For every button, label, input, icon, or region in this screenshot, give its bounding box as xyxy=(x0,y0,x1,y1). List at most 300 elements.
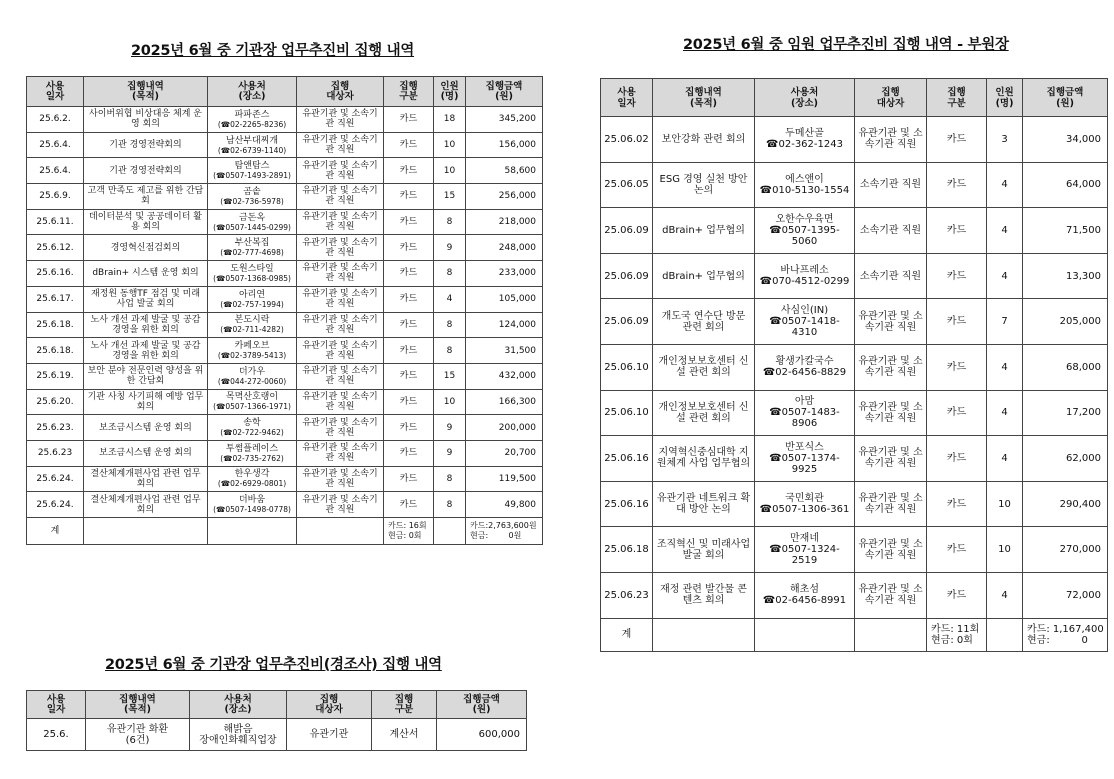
place-name: 남산부대찌개 xyxy=(225,135,279,146)
cell-purpose: 사이버위협 비상대응 체계 운영 회의 xyxy=(84,107,208,133)
column-header: 집행 구분 xyxy=(384,77,434,107)
table-row xyxy=(601,572,1108,618)
table-row xyxy=(601,208,1108,254)
cell-people: 10 xyxy=(434,158,466,184)
total-type-count xyxy=(927,618,987,651)
cell-type: 카드 xyxy=(927,390,987,436)
table-row xyxy=(27,209,543,235)
cell-people: 10 xyxy=(434,389,466,415)
cell-type: 계산서 xyxy=(372,719,437,751)
cell-purpose: 지역혁신중심대학 지원체계 사업 업무협의 xyxy=(653,436,755,482)
cell-type: 카드 xyxy=(384,440,434,466)
cell-type: 카드 xyxy=(927,117,987,163)
total-card-amount: 카드: 1,167,400 xyxy=(1027,623,1104,635)
cell-amount: 20,700 xyxy=(466,440,543,466)
empty-cell xyxy=(208,518,297,545)
place-phone: (☎0507-1498-0778) xyxy=(213,505,291,515)
cell-target: 유관기관 및 소속기관 직원 xyxy=(855,299,927,345)
cell-place xyxy=(208,209,297,235)
cell-place xyxy=(208,184,297,210)
cell-target: 소속기관 직원 xyxy=(855,253,927,299)
table-row xyxy=(27,184,543,210)
empty-cell xyxy=(755,618,855,651)
cell-purpose: 보조금시스템 운영 회의 xyxy=(84,415,208,441)
cell-people: 4 xyxy=(987,572,1023,618)
cell-amount: 62,000 xyxy=(1023,436,1108,482)
title-congrat-expenses: 2025년 6월 중 기관장 업무추진비(경조사) 집행 내역 xyxy=(105,657,442,673)
place-phone: (☎02-6929-0801) xyxy=(217,479,287,489)
cell-date: 25.06.02 xyxy=(601,117,653,163)
cell-place xyxy=(208,440,297,466)
place-phone: ☎02-6456-8829 xyxy=(762,367,847,379)
place-name: 더가우 xyxy=(238,366,266,377)
cell-target: 유관기관 및 소속기관 직원 xyxy=(297,261,384,287)
cell-purpose: 고객 만족도 제고를 위한 간담회 xyxy=(84,184,208,210)
place-phone: (☎02-3789-5413) xyxy=(217,351,287,361)
table-row xyxy=(601,253,1108,299)
column-header: 사용처 (장소) xyxy=(208,77,297,107)
cell-target: 유관기관 및 소속기관 직원 xyxy=(855,344,927,390)
cell-amount: 256,000 xyxy=(466,184,543,210)
cell-purpose: 개인정보보호센터 신설 관련 회의 xyxy=(653,344,755,390)
place-name: 황생가칼국수 xyxy=(775,356,834,368)
cell-type: 카드 xyxy=(384,184,434,210)
cell-people: 8 xyxy=(434,466,466,492)
column-header: 집행내역 (목적) xyxy=(86,691,190,719)
column-header: 인원 (명) xyxy=(434,77,466,107)
place-name: 파파존스 xyxy=(234,109,270,120)
table-row xyxy=(27,312,543,338)
cell-type: 카드 xyxy=(927,208,987,254)
table-row xyxy=(27,261,543,287)
total-card-count: 카드: 16회 xyxy=(388,521,427,530)
cell-target: 유관기관 및 소속기관 직원 xyxy=(297,107,384,133)
empty-cell xyxy=(84,518,208,545)
table-row xyxy=(27,132,543,158)
cell-place xyxy=(755,299,855,345)
place-phone: (☎02-736-5978) xyxy=(220,196,284,206)
column-header: 집행 대상자 xyxy=(855,79,927,117)
cell-people: 4 xyxy=(987,162,1023,208)
cell-purpose: 보조금시스템 운영 회의 xyxy=(84,440,208,466)
cell-people: 18 xyxy=(434,107,466,133)
cell-amount: 270,000 xyxy=(1023,527,1108,573)
cell-date: 25.6.4. xyxy=(27,158,84,184)
cell-target: 유관기관 및 소속기관 직원 xyxy=(855,481,927,527)
cell-amount: 105,000 xyxy=(466,286,543,312)
place-phone: ☎0507-1483-8906 xyxy=(769,407,840,430)
cell-people: 10 xyxy=(987,527,1023,573)
cell-purpose: 기관 사칭 사기피해 예방 업무회의 xyxy=(84,389,208,415)
cell-amount: 200,000 xyxy=(466,415,543,441)
cell-type: 카드 xyxy=(384,235,434,261)
cell-people: 4 xyxy=(987,253,1023,299)
cell-purpose: 기관 경영전략회의 xyxy=(84,158,208,184)
column-header: 사용 일자 xyxy=(601,79,653,117)
cell-place xyxy=(208,466,297,492)
cell-target: 소속기관 직원 xyxy=(855,162,927,208)
place-name: 한우생각 xyxy=(234,469,270,480)
column-header: 사용 일자 xyxy=(27,77,84,107)
cell-target: 유관기관 및 소속기관 직원 xyxy=(855,527,927,573)
place-name: 더바움 xyxy=(238,495,266,506)
place-phone: (☎0507-1445-0299) xyxy=(213,222,291,232)
cell-type: 카드 xyxy=(927,481,987,527)
column-header: 집행내역 (목적) xyxy=(653,79,755,117)
column-header: 집행내역 (목적) xyxy=(84,77,208,107)
place-phone: (☎02-2265-8236) xyxy=(217,119,287,129)
total-cash-count: 현금: 0회 xyxy=(931,634,973,646)
cell-type: 카드 xyxy=(384,415,434,441)
cell-purpose: 개도국 연수단 방문 관련 회의 xyxy=(653,299,755,345)
place-phone: (☎02-722-9462) xyxy=(220,428,284,438)
cell-type: 카드 xyxy=(384,261,434,287)
table-row xyxy=(601,162,1108,208)
column-header: 집행 구분 xyxy=(372,691,437,719)
cell-type: 카드 xyxy=(927,344,987,390)
place-phone: (☎02-6739-1140) xyxy=(217,145,287,155)
place-phone: ☎0507-1395-5060 xyxy=(769,224,840,247)
cell-purpose: dBrain+ 업무협의 xyxy=(653,208,755,254)
cell-target: 유관기관 및 소속기관 직원 xyxy=(297,286,384,312)
table-row xyxy=(27,286,543,312)
total-card-count: 카드: 11회 xyxy=(931,623,980,635)
cell-date: 25.6.17. xyxy=(27,286,84,312)
place-name: 투썸플레이스 xyxy=(225,443,279,454)
place-phone: (☎044-272-0060) xyxy=(217,376,287,386)
cell-date: 25.6.23 xyxy=(27,440,84,466)
cell-people: 4 xyxy=(434,286,466,312)
table-row xyxy=(27,158,543,184)
cell-date: 25.6.24. xyxy=(27,492,84,518)
cell-amount: 13,300 xyxy=(1023,253,1108,299)
cell-purpose: 결산체계개편사업 관련 업무회의 xyxy=(84,492,208,518)
cell-type: 카드 xyxy=(927,299,987,345)
table-row xyxy=(601,527,1108,573)
cell-people: 10 xyxy=(434,132,466,158)
cell-people: 8 xyxy=(434,209,466,235)
column-header: 사용 일자 xyxy=(27,691,86,719)
cell-amount: 205,000 xyxy=(1023,299,1108,345)
cell-place xyxy=(755,481,855,527)
cell-date: 25.6.19. xyxy=(27,363,84,389)
table-row xyxy=(27,415,543,441)
cell-people: 8 xyxy=(434,312,466,338)
table-head-expenses xyxy=(26,76,543,545)
column-header: 집행금액 (원) xyxy=(1023,79,1108,117)
cell-amount: 156,000 xyxy=(466,132,543,158)
cell-amount: 64,000 xyxy=(1023,162,1108,208)
empty-cell xyxy=(987,618,1023,651)
place-name: 반포식스 xyxy=(785,441,824,453)
table-row xyxy=(601,117,1108,163)
cell-target: 유관기관 xyxy=(287,719,372,751)
cell-purpose: 노사 개선 과제 발굴 및 공감 경영을 위한 회의 xyxy=(84,312,208,338)
total-label: 계 xyxy=(27,518,84,545)
table-congrat-expenses xyxy=(26,690,527,751)
column-header: 집행금액 (원) xyxy=(466,77,543,107)
place-name: 아맘 xyxy=(794,396,815,408)
cell-target: 유관기관 및 소속기관 직원 xyxy=(297,492,384,518)
cell-purpose: 개인정보보호센터 신설 관련 회의 xyxy=(653,390,755,436)
place-phone: ☎0507-1418-4310 xyxy=(769,316,840,339)
cell-purpose: 유관기관 네트워크 확대 방안 논의 xyxy=(653,481,755,527)
cell-type: 카드 xyxy=(927,572,987,618)
table-row xyxy=(27,492,543,518)
table-row xyxy=(27,107,543,133)
cell-purpose: 보안 분야 전문인력 양성을 위한 간담회 xyxy=(84,363,208,389)
cell-place xyxy=(755,117,855,163)
cell-type: 카드 xyxy=(927,253,987,299)
cell-people: 7 xyxy=(987,299,1023,345)
cell-place xyxy=(208,107,297,133)
cell-people: 15 xyxy=(434,363,466,389)
place-name: 도원스타일 xyxy=(230,263,274,274)
cell-date: 25.06.10 xyxy=(601,390,653,436)
cell-place xyxy=(755,436,855,482)
cell-place xyxy=(755,208,855,254)
cell-type: 카드 xyxy=(384,107,434,133)
cell-target: 소속기관 직원 xyxy=(855,208,927,254)
cell-target: 유관기관 및 소속기관 직원 xyxy=(297,312,384,338)
cell-place: 해밝음 장애인화훼직업장 xyxy=(190,719,287,751)
place-phone: (☎02-757-1994) xyxy=(220,299,284,309)
column-header: 집행 대상자 xyxy=(287,691,372,719)
table-row xyxy=(27,389,543,415)
cell-type: 카드 xyxy=(384,363,434,389)
cell-date: 25.06.09 xyxy=(601,253,653,299)
cell-type: 카드 xyxy=(384,132,434,158)
table-vp-expenses xyxy=(600,78,1108,652)
place-name: 탐앤탐스 xyxy=(234,161,270,172)
cell-target: 유관기관 및 소속기관 직원 xyxy=(297,338,384,364)
place-name: 아리연 xyxy=(238,289,266,300)
cell-target: 유관기관 및 소속기관 직원 xyxy=(297,235,384,261)
cell-purpose: 노사 개선 과제 발굴 및 공감 경영을 위한 회의 xyxy=(84,338,208,364)
cell-type: 카드 xyxy=(384,209,434,235)
cell-type: 카드 xyxy=(927,162,987,208)
cell-place xyxy=(208,363,297,389)
cell-people: 4 xyxy=(987,208,1023,254)
cell-people: 4 xyxy=(987,344,1023,390)
place-phone: (☎0507-1368-0985) xyxy=(213,273,291,283)
empty-cell xyxy=(434,518,466,545)
column-header: 인원 (명) xyxy=(987,79,1023,117)
place-name: 두메산골 xyxy=(785,128,824,140)
cell-amount: 248,000 xyxy=(466,235,543,261)
place-phone: ☎02-362-1243 xyxy=(766,139,843,151)
cell-people: 9 xyxy=(434,235,466,261)
cell-type: 카드 xyxy=(927,436,987,482)
cell-place xyxy=(208,235,297,261)
cell-target: 유관기관 및 소속기관 직원 xyxy=(297,158,384,184)
cell-target: 유관기관 및 소속기관 직원 xyxy=(297,209,384,235)
place-name: 오한수우육면 xyxy=(775,213,834,225)
place-name: 금돈옥 xyxy=(238,212,266,223)
column-header: 사용처 (장소) xyxy=(190,691,287,719)
title-vp-expenses: 2025년 6월 중 임원 업무추진비 집행 내역 - 부원장 xyxy=(683,37,1009,53)
total-type-count xyxy=(384,518,434,545)
cell-type: 카드 xyxy=(927,527,987,573)
cell-place xyxy=(208,389,297,415)
cell-type: 카드 xyxy=(384,389,434,415)
cell-target: 유관기관 및 소속기관 직원 xyxy=(297,466,384,492)
cell-purpose: ESG 경영 실천 방안 논의 xyxy=(653,162,755,208)
table-row xyxy=(27,235,543,261)
place-phone: (☎02-711-4282) xyxy=(220,325,284,335)
cell-amount: 17,200 xyxy=(1023,390,1108,436)
place-phone: ☎0507-1374-9925 xyxy=(769,452,840,475)
empty-cell xyxy=(297,518,384,545)
place-phone: (☎0507-1366-1971) xyxy=(213,402,291,412)
cell-people: 8 xyxy=(434,338,466,364)
cell-target: 유관기관 및 소속기관 직원 xyxy=(297,132,384,158)
cell-type: 카드 xyxy=(384,312,434,338)
cell-people: 9 xyxy=(434,440,466,466)
cell-place xyxy=(755,344,855,390)
cell-target: 유관기관 및 소속기관 직원 xyxy=(297,440,384,466)
table-row xyxy=(27,719,527,751)
cell-type: 카드 xyxy=(384,338,434,364)
place-phone: (☎02-777-4698) xyxy=(220,248,284,258)
place-name: 카페오브 xyxy=(234,341,270,352)
cell-target: 유관기관 및 소속기관 직원 xyxy=(297,184,384,210)
place-phone: ☎010-5130-1554 xyxy=(759,184,850,196)
cell-people: 4 xyxy=(987,436,1023,482)
cell-amount: 600,000 xyxy=(437,719,527,751)
cell-amount: 290,400 xyxy=(1023,481,1108,527)
table-row xyxy=(601,390,1108,436)
cell-date: 25.6.9. xyxy=(27,184,84,210)
cell-date: 25.6.12. xyxy=(27,235,84,261)
cell-place xyxy=(208,492,297,518)
cell-purpose: 재정원 동행TF 점검 및 미래사업 발굴 회의 xyxy=(84,286,208,312)
cell-type: 카드 xyxy=(384,286,434,312)
place-name: 부산복집 xyxy=(234,238,270,249)
place-name: 에스앤이 xyxy=(785,173,824,185)
cell-place xyxy=(755,572,855,618)
cell-amount: 68,000 xyxy=(1023,344,1108,390)
table-row xyxy=(601,436,1108,482)
cell-date: 25.6.11. xyxy=(27,209,84,235)
cell-target: 유관기관 및 소속기관 직원 xyxy=(855,572,927,618)
cell-amount: 233,000 xyxy=(466,261,543,287)
cell-amount: 124,000 xyxy=(466,312,543,338)
place-name: 해초섬 xyxy=(790,584,819,596)
cell-amount: 72,000 xyxy=(1023,572,1108,618)
cell-date: 25.6.16. xyxy=(27,261,84,287)
total-amount xyxy=(1023,618,1108,651)
cell-date: 25.06.16 xyxy=(601,436,653,482)
cell-people: 3 xyxy=(987,117,1023,163)
cell-people: 9 xyxy=(434,415,466,441)
cell-purpose: 보안강화 관련 회의 xyxy=(653,117,755,163)
table-row xyxy=(27,440,543,466)
cell-amount: 119,500 xyxy=(466,466,543,492)
cell-date: 25.06.18 xyxy=(601,527,653,573)
table-row xyxy=(601,481,1108,527)
table-row xyxy=(27,363,543,389)
cell-purpose: 재정 관련 발간물 콘텐츠 회의 xyxy=(653,572,755,618)
empty-cell xyxy=(855,618,927,651)
place-phone: (☎02-735-2762) xyxy=(220,453,284,463)
title-head-expenses: 2025년 6월 중 기관장 업무추진비 집행 내역 xyxy=(131,43,415,59)
cell-place xyxy=(208,312,297,338)
cell-place xyxy=(755,527,855,573)
table-row xyxy=(27,466,543,492)
cell-place xyxy=(208,261,297,287)
cell-people: 10 xyxy=(987,481,1023,527)
cell-date: 25.6.23. xyxy=(27,415,84,441)
cell-date: 25.06.05 xyxy=(601,162,653,208)
column-header: 집행 구분 xyxy=(927,79,987,117)
cell-date: 25.6.2. xyxy=(27,107,84,133)
cell-purpose: 유관기관 화환 (6건) xyxy=(86,719,190,751)
total-cash-amount: 현금: 0 xyxy=(1027,634,1088,646)
total-label: 계 xyxy=(601,618,653,651)
place-name: 만재네 xyxy=(790,533,819,545)
place-name: 곰솥 xyxy=(243,186,261,197)
cell-date: 25.6.24. xyxy=(27,466,84,492)
cell-place xyxy=(208,158,297,184)
table-row xyxy=(601,299,1108,345)
place-phone: ☎0507-1306-361 xyxy=(759,504,850,516)
cell-purpose: 기관 경영전략회의 xyxy=(84,132,208,158)
cell-purpose: dBrain+ 업무협의 xyxy=(653,253,755,299)
place-name: 송학 xyxy=(243,418,261,429)
cell-place xyxy=(755,390,855,436)
cell-people: 15 xyxy=(434,184,466,210)
place-phone: ☎0507-1324-2519 xyxy=(769,544,840,567)
place-phone: ☎070-4512-0299 xyxy=(759,276,850,288)
column-header: 사용처 (장소) xyxy=(755,79,855,117)
cell-amount: 166,300 xyxy=(466,389,543,415)
cell-date: 25.6.20. xyxy=(27,389,84,415)
cell-purpose: 경영혁신점검회의 xyxy=(84,235,208,261)
cell-place xyxy=(755,253,855,299)
cell-amount: 58,600 xyxy=(466,158,543,184)
cell-amount: 31,500 xyxy=(466,338,543,364)
place-phone: (☎0507-1493-2891) xyxy=(213,171,291,181)
cell-type: 카드 xyxy=(384,158,434,184)
table-row xyxy=(601,344,1108,390)
cell-place xyxy=(208,286,297,312)
place-phone: ☎02-6456-8991 xyxy=(762,595,847,607)
cell-type: 카드 xyxy=(384,466,434,492)
total-cash-count: 현금: 0회 xyxy=(388,531,422,540)
cell-amount: 345,200 xyxy=(466,107,543,133)
cell-amount: 34,000 xyxy=(1023,117,1108,163)
total-amount xyxy=(466,518,543,545)
total-row xyxy=(601,618,1108,651)
cell-type: 카드 xyxy=(384,492,434,518)
cell-people: 4 xyxy=(987,390,1023,436)
cell-target: 유관기관 및 소속기관 직원 xyxy=(855,117,927,163)
cell-date: 25.6.4. xyxy=(27,132,84,158)
place-name: 목멱산호랭이 xyxy=(225,392,279,403)
table-row xyxy=(27,338,543,364)
total-card-amount: 카드:2,763,600원 xyxy=(470,521,537,530)
cell-date: 25.6. xyxy=(27,719,86,751)
cell-date: 25.06.16 xyxy=(601,481,653,527)
place-name: 본도시락 xyxy=(234,315,270,326)
empty-cell xyxy=(653,618,755,651)
cell-target: 유관기관 및 소속기관 직원 xyxy=(855,390,927,436)
cell-amount: 218,000 xyxy=(466,209,543,235)
place-name: 국민회관 xyxy=(785,493,824,505)
cell-place xyxy=(755,162,855,208)
cell-place xyxy=(208,415,297,441)
